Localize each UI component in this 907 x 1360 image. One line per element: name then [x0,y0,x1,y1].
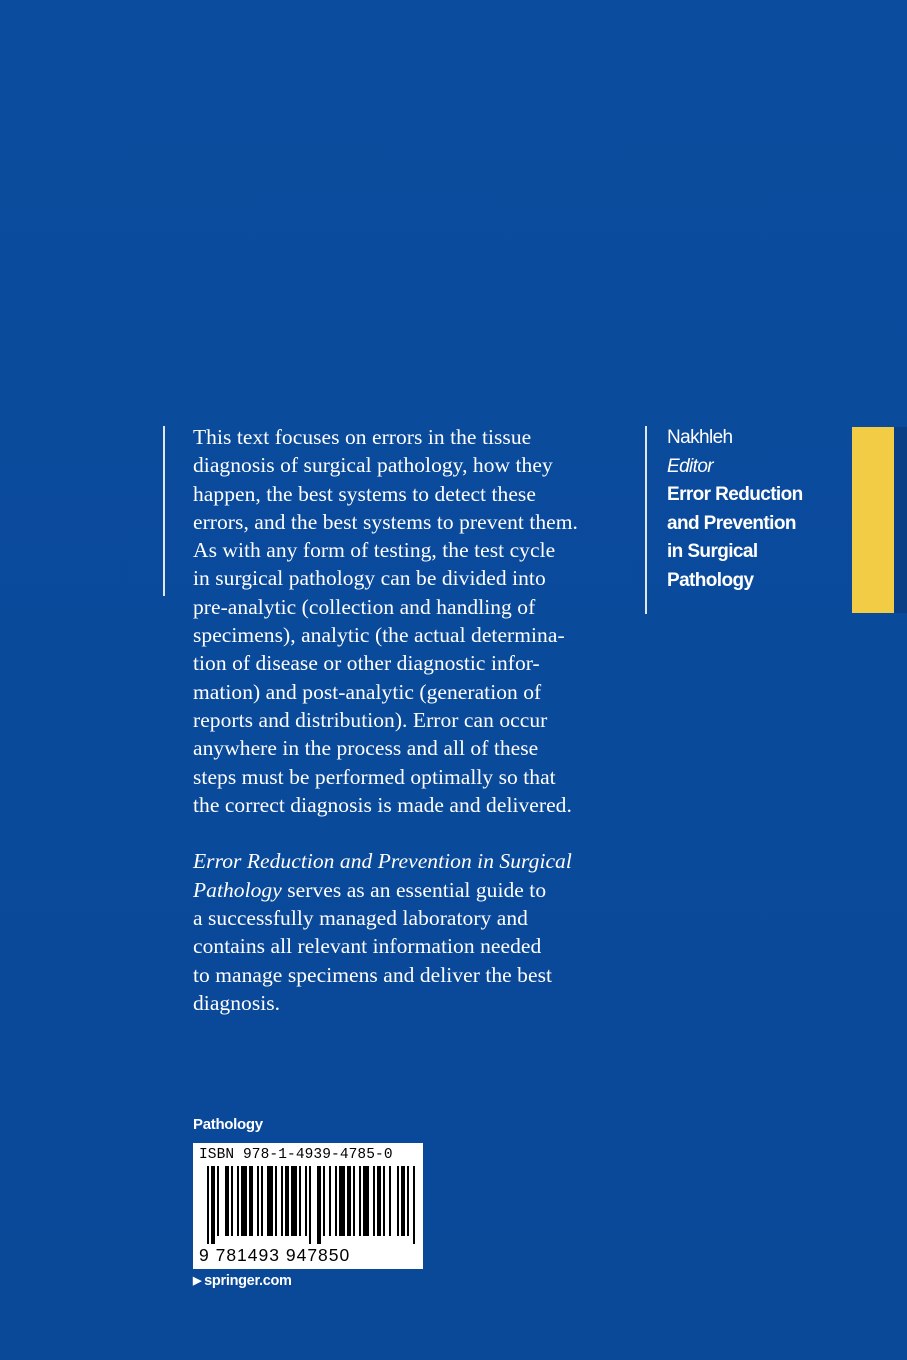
book-title-line: in Surgical [667,541,758,562]
barcode-bar [237,1166,239,1236]
blurb-line: errors, and the best systems to prevent them. [193,509,578,534]
barcode-bar [323,1166,325,1236]
isbn-barcode [193,1143,423,1269]
barcode-digits: 9 781493 947850 [199,1245,351,1265]
blurb-line: reports and distribution). Error can occur [193,707,548,732]
accent-bar [852,427,894,613]
blurb-line: As with any form of testing, the test cycle [193,538,556,563]
barcode-bar [275,1166,277,1236]
book-info [667,424,803,595]
barcode-bar [257,1166,259,1236]
blurb-line: diagnosis. [193,990,281,1015]
barcode-bars [207,1166,417,1244]
barcode-bar [305,1166,307,1236]
book-title-line: Pathology [667,569,754,591]
book-title-line: and Prevention [667,512,796,534]
spine-edge [894,427,907,613]
barcode-bar [383,1166,385,1236]
blurb-line: the correct diagnosis is made and delivered. [193,792,572,817]
barcode-bar [309,1166,311,1244]
barcode-bar [359,1166,361,1236]
barcode-bar [267,1166,273,1236]
blurb-line: anywhere in the process and all of these [193,736,539,761]
barcode-bar [363,1166,369,1236]
subject-category: Pathology [193,1116,263,1133]
barcode-bar [377,1166,381,1236]
blurb-line: specimens), analytic (the actual determina- [193,623,565,648]
barcode-bar [413,1166,415,1244]
barcode-bar [317,1166,321,1244]
blurb-line: a successfully managed laboratory and [193,906,528,931]
author-role: Editor [667,455,714,477]
barcode-bar [211,1166,215,1244]
barcode-bar [225,1166,229,1236]
blurb-line: happen, the best systems to detect these [193,481,536,506]
title-divider-line [645,426,647,614]
blurb-line: in surgical pathology can be divided into [193,566,546,591]
barcode-bar [261,1166,263,1236]
barcode-bar [347,1166,351,1236]
barcode-bar [401,1166,405,1236]
isbn-label: ISBN 978-1-4939-4785-0 [199,1147,393,1163]
blurb-line-rest: serves as an essential guide to [281,877,547,902]
barcode-bar [299,1166,301,1236]
blurb-line: contains all relevant information needed [193,934,542,959]
barcode-bar [207,1166,209,1244]
barcode-bar [407,1166,409,1236]
blurb-line: Error Reduction and Prevention in Surgical [193,849,572,874]
barcode-bar [389,1166,391,1236]
barcode-bar [329,1166,331,1236]
barcode-bar [339,1166,345,1236]
paragraph-gap [193,819,633,847]
book-title-line: Error Reduction [667,484,803,505]
book-title-italic: Pathology [193,877,282,902]
barcode-bar [353,1166,355,1236]
blurb-line: mation) and post-analytic (generation of [193,679,542,704]
barcode-bar [285,1166,289,1236]
blurb-line: steps must be performed optimally so that [193,764,556,789]
arrow-right-icon: ▶ [193,1275,202,1287]
website-label: springer.com [204,1273,292,1289]
publisher-website[interactable] [193,1273,292,1289]
barcode-bar [291,1166,297,1236]
barcode-bar [231,1166,233,1236]
blurb-line: This text focuses on errors in the tissue [193,425,532,449]
blurb-line [193,876,633,904]
blurb-line: pre-analytic (collection and handling of [193,594,536,619]
blurb-line: diagnosis of surgical pathology, how they [193,453,553,478]
blurb-line: to manage specimens and deliver the best [193,962,553,987]
blurb-line: tion of disease or other diagnostic infor- [193,651,540,676]
barcode-bar [335,1166,337,1236]
author-name: Nakhleh [667,427,733,448]
barcode-bar [373,1166,375,1236]
blurb-text [193,423,633,1017]
barcode-bar [241,1166,247,1236]
barcode-bar [397,1166,399,1236]
blurb-divider-line [163,426,165,596]
barcode-bar [281,1166,283,1236]
barcode-bar [217,1166,219,1236]
barcode-bar [249,1166,253,1236]
